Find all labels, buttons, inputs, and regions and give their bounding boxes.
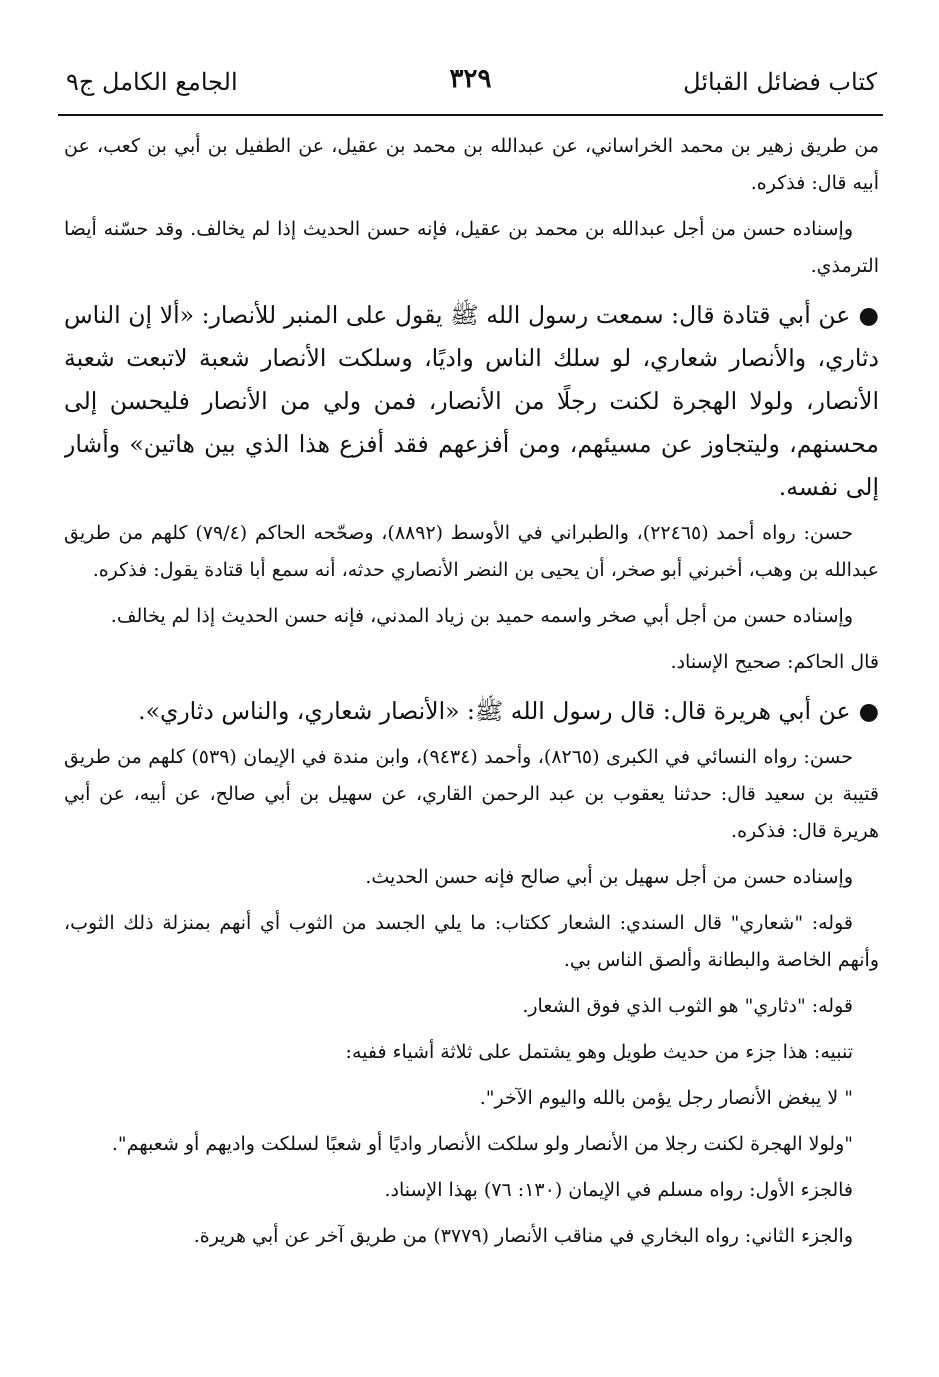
- paragraph-text: " لا يبغض الأنصار رجل يؤمن بالله واليوم الآخر".: [479, 1087, 853, 1109]
- paragraph: [64, 988, 879, 1025]
- paragraph: [64, 690, 879, 733]
- paragraph-text: والجزء الثاني: رواه البخاري في مناقب الأنصار (٣٧٧٩) من طريق آخر عن أبي هريرة.: [193, 1225, 853, 1247]
- paragraph: [64, 1218, 879, 1255]
- paragraph-text: قوله: "دثاري" هو الثوب الذي فوق الشعار.: [522, 995, 853, 1017]
- paragraph: [64, 1126, 879, 1163]
- paragraph: [64, 1034, 879, 1071]
- bullet-icon: ●: [858, 697, 879, 725]
- paragraph-text: قال الحاكم: صحيح الإسناد.: [670, 651, 879, 673]
- paragraph-text: "ولولا الهجرة لكنت رجلا من الأنصار ولو سلكت الأنصار واديًا أو شعبًا لسلكت واديهم أو شعبهم".: [111, 1133, 853, 1155]
- paragraph: [64, 515, 879, 589]
- page-number: ٣٢٩: [449, 64, 492, 94]
- paragraph-text: تنبيه: هذا جزء من حديث طويل وهو يشتمل على ثلاثة أشياء ففيه:: [345, 1041, 853, 1063]
- paragraph-text: حسن: رواه النسائي في الكبرى (٨٢٦٥)، وأحمد (٩٤٣٤)، وابن مندة في الإيمان (٥٣٩) كلهم من طريق قتيبة بن سعيد قال: حدثنا يعقوب بن عبد الرحمن القاري، عن سهيل بن أبي صالح، عن أبيه، عن أبي هريرة قال: فذكره.: [64, 746, 879, 842]
- page-header: [58, 60, 883, 106]
- paragraph: [64, 128, 879, 202]
- paragraph: [64, 859, 879, 896]
- paragraph: [64, 739, 879, 850]
- book-volume-title: الجامع الكامل ج٩: [66, 68, 238, 96]
- paragraph-text: حسن: رواه أحمد (٢٢٤٦٥)، والطبراني في الأوسط (٨٨٩٢)، وصحّحه الحاكم (٧٩/٤) كلهم من طريق عبدالله بن وهب، أخبرني أبو صخر، أن يحيى بن النضر الأنصاري حدثه، أنه سمع أبا قتادة يقول: فذكره.: [64, 522, 879, 581]
- paragraph: [64, 905, 879, 979]
- paragraph: [64, 211, 879, 285]
- paragraph-text: عن أبي قتادة قال: سمعت رسول الله ﷺ يقول على المنبر للأنصار: «ألا إن الناس دثاري، والأنصار شعاري، لو سلك الناس واديًا، وسلكت الأنصار شعبة لاتبعت شعبة الأنصار، ولولا الهجرة لكنت رجلًا من الأنصار، فمن ولي من الأنصار فليحسن إلى محسنهم، وليتجاوز عن مسيئهم، ومن أفزعهم فقد أفزع هذا الذي بين هاتين» وأشار إلى نفسه.: [64, 301, 879, 501]
- paragraph: [64, 1172, 879, 1209]
- paragraph: [64, 644, 879, 681]
- paragraph-text: وإسناده حسن من أجل عبدالله بن محمد بن عقيل، فإنه حسن الحديث إذا لم يخالف. وقد حسّنه أيضا الترمذي.: [64, 218, 879, 277]
- paragraph-text: من طريق زهير بن محمد الخراساني، عن عبدالله بن محمد بن عقيل، عن الطفيل بن أبي بن كعب، عن أبيه قال: فذكره.: [64, 135, 879, 194]
- header-rule: [58, 114, 883, 116]
- paragraph-text: وإسناده حسن من أجل أبي صخر واسمه حميد بن زياد المدني، فإنه حسن الحديث إذا لم يخالف.: [110, 605, 853, 627]
- paragraph-text: قوله: "شعاري" قال السندي: الشعار ككتاب: ما يلي الجسد من الثوب أي أنهم بمنزلة ذلك الثوب، وأنهم الخاصة والبطانة وألصق الناس بي.: [64, 912, 879, 971]
- paragraph-text: عن أبي هريرة قال: قال رسول الله ﷺ: «الأنصار شعاري، والناس دثاري».: [138, 697, 851, 725]
- book-chapter-title: كتاب فضائل القبائل: [683, 68, 877, 96]
- paragraph-text: وإسناده حسن من أجل سهيل بن أبي صالح فإنه حسن الحديث.: [365, 866, 853, 888]
- paragraph: [64, 1080, 879, 1117]
- page-body: [64, 128, 879, 1337]
- paragraph: [64, 598, 879, 635]
- paragraph: [64, 294, 879, 509]
- paragraph-text: فالجزء الأول: رواه مسلم في الإيمان (١٣٠: ٧٦) بهذا الإسناد.: [384, 1179, 853, 1201]
- bullet-icon: ●: [858, 301, 879, 329]
